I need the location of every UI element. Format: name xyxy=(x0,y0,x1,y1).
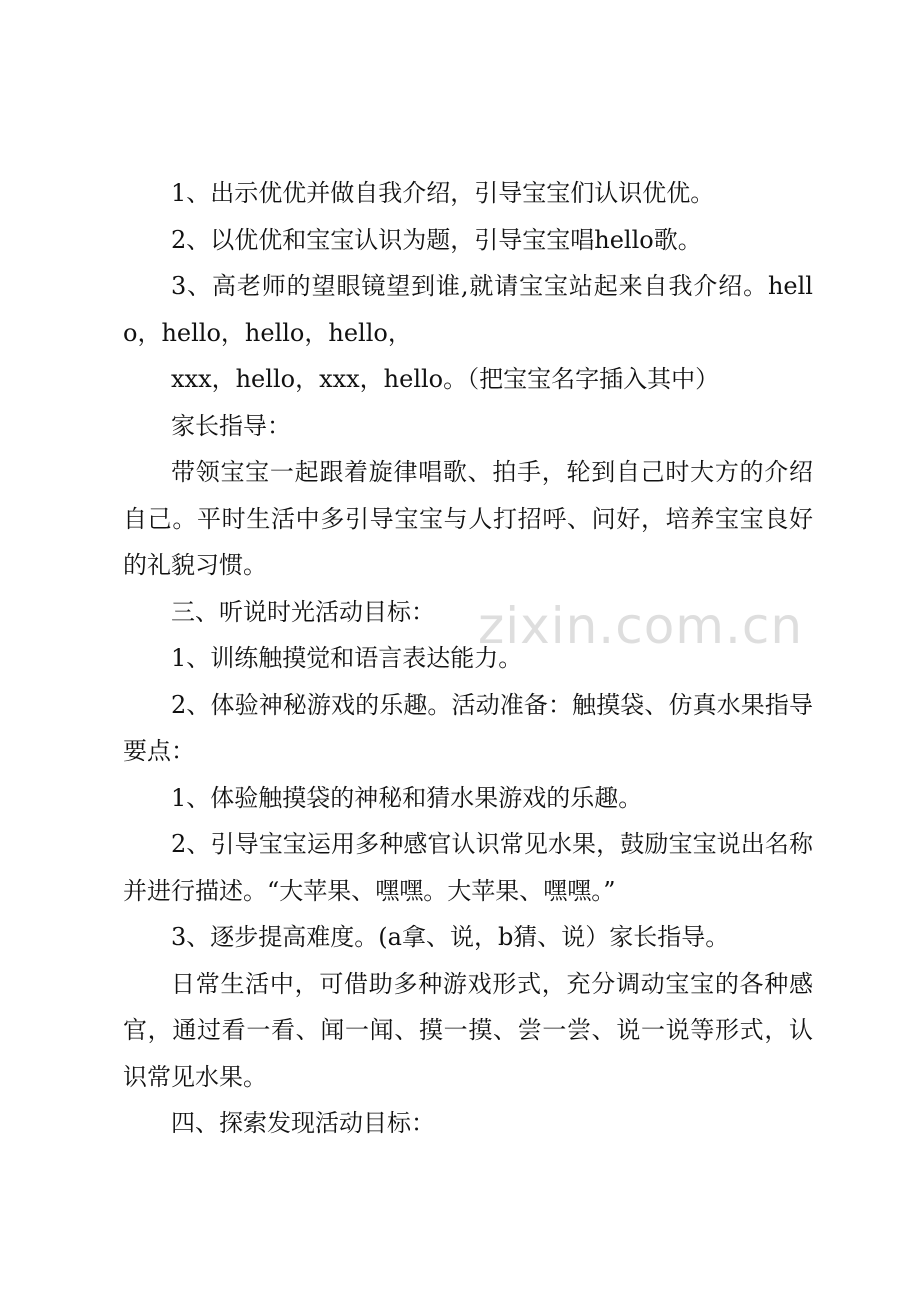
paragraph: 3、高老师的望眼镜望到谁,就请宝宝站起来自我介绍。hello，hello，hello，hello， xyxy=(123,272,813,347)
paragraph: 1、训练触摸觉和语言表达能力。 xyxy=(171,644,523,672)
paragraph: 1、出示优优并做自我介绍，引导宝宝们认识优优。 xyxy=(171,179,715,207)
paragraph: 3、逐步提高难度。(a拿、说，b猜、说）家长指导。 xyxy=(171,923,730,951)
paragraph: 日常生活中，可借助多种游戏形式，充分调动宝宝的各种感官，通过看一看、闻一闻、摸一摸、尝一尝、说一说等形式，认识常见水果。 xyxy=(123,969,813,1091)
watermark: zixin.com.cn xyxy=(478,597,804,655)
paragraph: 1、体验触摸袋的神秘和猜水果游戏的乐趣。 xyxy=(171,783,643,812)
document-body xyxy=(123,170,813,1147)
paragraph: 2、体验神秘游戏的乐趣。活动准备：触摸袋、仿真水果指导要点： xyxy=(123,690,813,765)
paragraph: 2、以优优和宝宝认识为题，引导宝宝唱hello歌。 xyxy=(171,225,702,254)
paragraph: 带领宝宝一起跟着旋律唱歌、拍手，轮到自己时大方的介绍自己。平时生活中多引导宝宝与人打招呼、问好，培养宝宝良好的礼貌习惯。 xyxy=(123,458,813,579)
paragraph: xxx，hello，xxx，hello。（把宝宝名字插入其中） xyxy=(171,365,720,393)
section-heading: 四、探索发现活动目标： xyxy=(171,1109,435,1137)
paragraph: 2、引导宝宝运用多种感官认识常见水果，鼓励宝宝说出名称并进行描述。“大苹果、嘿嘿。大苹果、嘿嘿。” xyxy=(123,830,813,905)
section-heading: 三、听说时光活动目标： xyxy=(171,597,435,626)
paragraph: 家长指导： xyxy=(171,411,291,440)
